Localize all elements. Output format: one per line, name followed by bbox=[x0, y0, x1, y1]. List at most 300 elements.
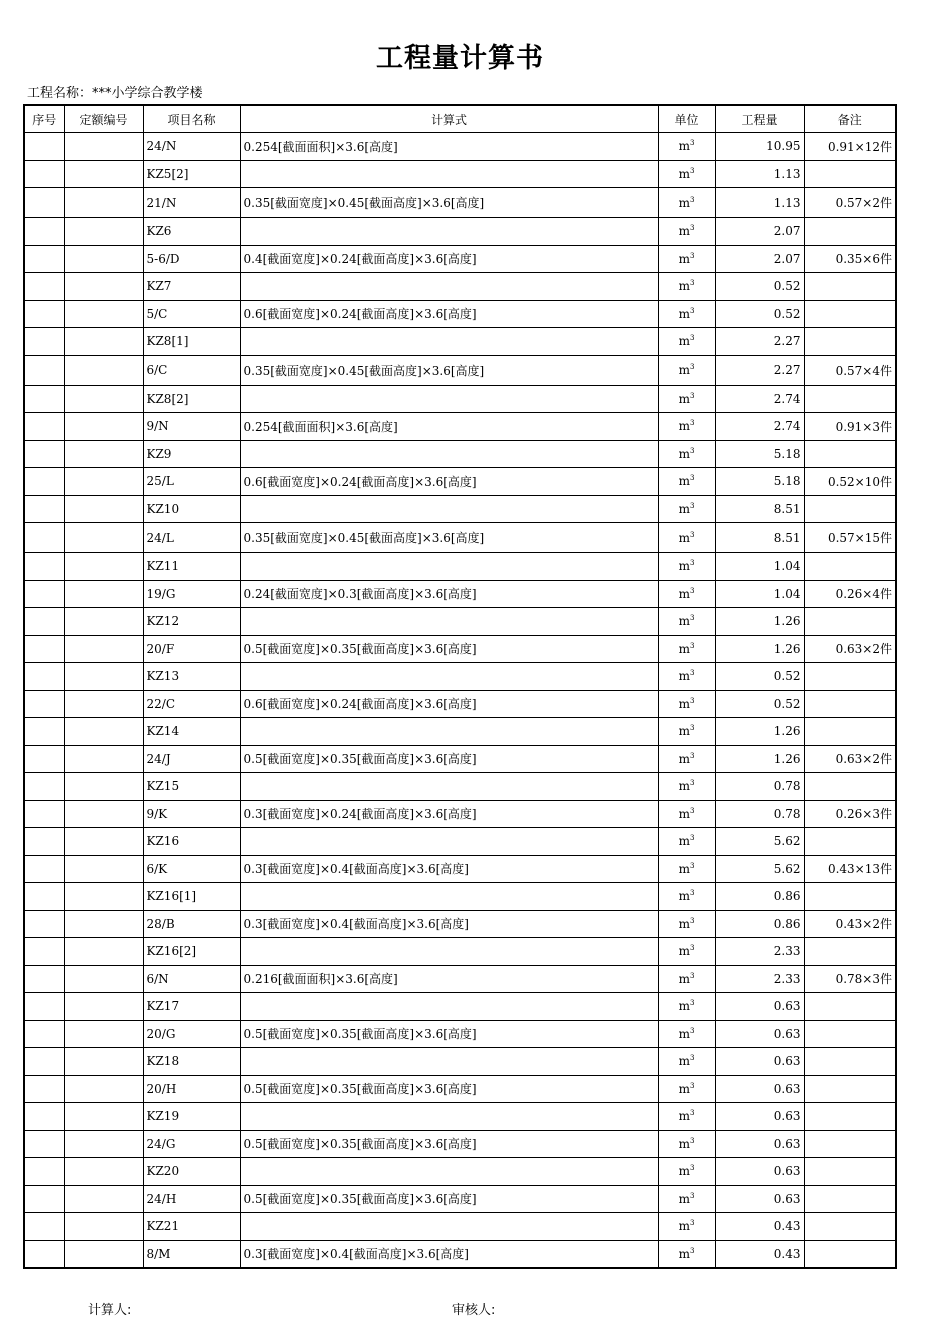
unit-base: m bbox=[678, 971, 690, 986]
cell-unit bbox=[658, 800, 715, 828]
table-row bbox=[24, 188, 896, 218]
cell-quantity: 1.26 bbox=[715, 745, 804, 773]
cell-remark: 0.43×13件 bbox=[804, 855, 896, 883]
cell-seq bbox=[24, 910, 64, 938]
cell-item: 28/B bbox=[143, 910, 240, 938]
cell-quantity: 1.04 bbox=[715, 580, 804, 608]
unit-base: m bbox=[678, 1246, 690, 1261]
cell-item: 25/L bbox=[143, 468, 240, 496]
cell-quantity: 0.43 bbox=[715, 1213, 804, 1241]
table-row bbox=[24, 883, 896, 911]
header-item: 项目名称 bbox=[143, 105, 240, 133]
cell-remark bbox=[804, 1103, 896, 1131]
cell-item: KZ16 bbox=[143, 828, 240, 856]
unit-exponent: 3 bbox=[689, 944, 695, 953]
table-row bbox=[24, 273, 896, 301]
cell-item: 9/K bbox=[143, 800, 240, 828]
cell-item: KZ9 bbox=[143, 440, 240, 468]
page-title: 工程量计算书 bbox=[376, 43, 544, 74]
cell-seq bbox=[24, 385, 64, 413]
unit-exponent: 3 bbox=[689, 641, 695, 650]
cell-formula bbox=[240, 385, 658, 413]
cell-formula bbox=[240, 1103, 658, 1131]
unit-exponent: 3 bbox=[689, 806, 695, 815]
cell-remark bbox=[804, 773, 896, 801]
unit-exponent: 3 bbox=[689, 614, 695, 623]
cell-seq bbox=[24, 273, 64, 301]
table-row bbox=[24, 663, 896, 691]
cell-code bbox=[64, 523, 143, 553]
cell-item: 20/H bbox=[143, 1075, 240, 1103]
cell-formula bbox=[240, 553, 658, 581]
unit-exponent: 3 bbox=[689, 334, 695, 343]
cell-quantity: 0.63 bbox=[715, 1130, 804, 1158]
header-unit: 单位 bbox=[658, 105, 715, 133]
cell-seq bbox=[24, 718, 64, 746]
cell-seq bbox=[24, 1075, 64, 1103]
cell-code bbox=[64, 883, 143, 911]
cell-item: KZ21 bbox=[143, 1213, 240, 1241]
unit-exponent: 3 bbox=[689, 306, 695, 315]
cell-seq bbox=[24, 133, 64, 161]
cell-unit bbox=[658, 635, 715, 663]
cell-formula bbox=[240, 718, 658, 746]
cell-seq bbox=[24, 855, 64, 883]
table-row bbox=[24, 245, 896, 273]
unit-exponent: 3 bbox=[689, 279, 695, 288]
cell-unit bbox=[658, 965, 715, 993]
cell-item: 22/C bbox=[143, 690, 240, 718]
cell-seq bbox=[24, 745, 64, 773]
unit-base: m bbox=[678, 363, 690, 377]
cell-formula bbox=[240, 608, 658, 636]
cell-unit bbox=[658, 608, 715, 636]
unit-exponent: 3 bbox=[689, 834, 695, 843]
table-row bbox=[24, 800, 896, 828]
cell-unit bbox=[658, 1103, 715, 1131]
cell-formula: 0.35[截面宽度]×0.45[截面高度]×3.6[高度] bbox=[240, 188, 658, 218]
cell-formula bbox=[240, 1048, 658, 1076]
cell-quantity: 2.27 bbox=[715, 328, 804, 356]
unit-exponent: 3 bbox=[689, 363, 695, 371]
unit-exponent: 3 bbox=[689, 1109, 695, 1118]
unit-exponent: 3 bbox=[689, 669, 695, 678]
cell-unit bbox=[658, 495, 715, 523]
cell-seq bbox=[24, 608, 64, 636]
cell-seq bbox=[24, 773, 64, 801]
cell-unit bbox=[658, 523, 715, 553]
cell-formula bbox=[240, 938, 658, 966]
unit-base: m bbox=[678, 614, 690, 629]
reviewer-label: 审核人: bbox=[452, 1303, 496, 1318]
unit-base: m bbox=[678, 916, 690, 931]
cell-unit bbox=[658, 910, 715, 938]
cell-remark bbox=[804, 553, 896, 581]
unit-base: m bbox=[678, 391, 690, 406]
unit-base: m bbox=[678, 139, 690, 154]
cell-unit bbox=[658, 355, 715, 385]
project-name: 工程名称：***小学综合教学楼 bbox=[27, 86, 203, 101]
cell-code bbox=[64, 828, 143, 856]
cell-seq bbox=[24, 580, 64, 608]
cell-item: 21/N bbox=[143, 188, 240, 218]
cell-item: KZ16[2] bbox=[143, 938, 240, 966]
unit-exponent: 3 bbox=[689, 916, 695, 925]
cell-seq bbox=[24, 1103, 64, 1131]
unit-exponent: 3 bbox=[689, 446, 695, 455]
cell-code bbox=[64, 1213, 143, 1241]
cell-code bbox=[64, 800, 143, 828]
cell-remark bbox=[804, 385, 896, 413]
table-row bbox=[24, 690, 896, 718]
cell-code bbox=[64, 328, 143, 356]
cell-formula: 0.5[截面宽度]×0.35[截面高度]×3.6[高度] bbox=[240, 1130, 658, 1158]
cell-seq bbox=[24, 965, 64, 993]
cell-formula: 0.24[截面宽度]×0.3[截面高度]×3.6[高度] bbox=[240, 580, 658, 608]
cell-quantity: 0.63 bbox=[715, 1103, 804, 1131]
cell-unit bbox=[658, 413, 715, 441]
cell-seq bbox=[24, 883, 64, 911]
unit-base: m bbox=[678, 474, 690, 489]
unit-exponent: 3 bbox=[689, 391, 695, 400]
cell-unit bbox=[658, 828, 715, 856]
unit-base: m bbox=[678, 724, 690, 739]
cell-remark bbox=[804, 1020, 896, 1048]
cell-item: 9/N bbox=[143, 413, 240, 441]
cell-quantity: 0.86 bbox=[715, 883, 804, 911]
cell-formula: 0.3[截面宽度]×0.24[截面高度]×3.6[高度] bbox=[240, 800, 658, 828]
cell-formula: 0.35[截面宽度]×0.45[截面高度]×3.6[高度] bbox=[240, 523, 658, 553]
unit-exponent: 3 bbox=[689, 779, 695, 788]
cell-remark: 0.26×3件 bbox=[804, 800, 896, 828]
unit-base: m bbox=[678, 166, 690, 181]
table-row bbox=[24, 1020, 896, 1048]
cell-item: 24/G bbox=[143, 1130, 240, 1158]
unit-base: m bbox=[678, 669, 690, 684]
cell-unit bbox=[658, 218, 715, 246]
cell-formula bbox=[240, 663, 658, 691]
unit-exponent: 3 bbox=[689, 751, 695, 760]
cell-remark: 0.52×10件 bbox=[804, 468, 896, 496]
cell-formula: 0.5[截面宽度]×0.35[截面高度]×3.6[高度] bbox=[240, 745, 658, 773]
cell-formula bbox=[240, 1213, 658, 1241]
cell-unit bbox=[658, 328, 715, 356]
cell-remark: 0.57×2件 bbox=[804, 188, 896, 218]
cell-unit bbox=[658, 1158, 715, 1186]
cell-seq bbox=[24, 245, 64, 273]
cell-formula bbox=[240, 828, 658, 856]
unit-exponent: 3 bbox=[689, 474, 695, 483]
cell-seq bbox=[24, 440, 64, 468]
cell-unit bbox=[658, 1020, 715, 1048]
unit-base: m bbox=[678, 806, 690, 821]
unit-base: m bbox=[678, 944, 690, 959]
cell-item: 8/M bbox=[143, 1240, 240, 1268]
cell-code bbox=[64, 385, 143, 413]
cell-formula: 0.6[截面宽度]×0.24[截面高度]×3.6[高度] bbox=[240, 690, 658, 718]
cell-quantity: 0.63 bbox=[715, 993, 804, 1021]
cell-seq bbox=[24, 635, 64, 663]
unit-exponent: 3 bbox=[689, 999, 695, 1008]
cell-unit bbox=[658, 883, 715, 911]
cell-seq bbox=[24, 495, 64, 523]
cell-unit bbox=[658, 718, 715, 746]
cell-code bbox=[64, 965, 143, 993]
cell-remark bbox=[804, 883, 896, 911]
cell-item: KZ8[2] bbox=[143, 385, 240, 413]
cell-code bbox=[64, 1103, 143, 1131]
cell-unit bbox=[658, 160, 715, 188]
cell-quantity: 5.18 bbox=[715, 440, 804, 468]
cell-quantity: 0.43 bbox=[715, 1240, 804, 1268]
cell-quantity: 1.13 bbox=[715, 188, 804, 218]
cell-formula bbox=[240, 328, 658, 356]
table-row bbox=[24, 160, 896, 188]
cell-unit bbox=[658, 993, 715, 1021]
calculation-table bbox=[23, 104, 897, 1269]
cell-code bbox=[64, 1158, 143, 1186]
unit-exponent: 3 bbox=[689, 889, 695, 898]
cell-remark bbox=[804, 300, 896, 328]
cell-formula: 0.5[截面宽度]×0.35[截面高度]×3.6[高度] bbox=[240, 635, 658, 663]
cell-quantity: 8.51 bbox=[715, 495, 804, 523]
cell-remark: 0.91×12件 bbox=[804, 133, 896, 161]
cell-remark bbox=[804, 1130, 896, 1158]
cell-formula: 0.4[截面宽度]×0.24[截面高度]×3.6[高度] bbox=[240, 245, 658, 273]
calculator-label: 计算人: bbox=[88, 1303, 132, 1318]
cell-seq bbox=[24, 300, 64, 328]
cell-formula: 0.5[截面宽度]×0.35[截面高度]×3.6[高度] bbox=[240, 1075, 658, 1103]
cell-remark bbox=[804, 273, 896, 301]
table-row bbox=[24, 328, 896, 356]
cell-code bbox=[64, 718, 143, 746]
unit-exponent: 3 bbox=[689, 139, 695, 148]
cell-code bbox=[64, 273, 143, 301]
cell-quantity: 2.07 bbox=[715, 218, 804, 246]
table-row bbox=[24, 1075, 896, 1103]
table-row bbox=[24, 385, 896, 413]
cell-code bbox=[64, 413, 143, 441]
unit-exponent: 3 bbox=[689, 1081, 695, 1090]
cell-item: KZ16[1] bbox=[143, 883, 240, 911]
cell-quantity: 0.63 bbox=[715, 1158, 804, 1186]
cell-seq bbox=[24, 355, 64, 385]
cell-code bbox=[64, 1075, 143, 1103]
cell-code bbox=[64, 938, 143, 966]
cell-formula: 0.254[截面面积]×3.6[高度] bbox=[240, 133, 658, 161]
table-row bbox=[24, 495, 896, 523]
table-row bbox=[24, 1240, 896, 1268]
cell-quantity: 1.26 bbox=[715, 608, 804, 636]
table-row bbox=[24, 828, 896, 856]
cell-code bbox=[64, 495, 143, 523]
cell-quantity: 0.63 bbox=[715, 1185, 804, 1213]
cell-quantity: 8.51 bbox=[715, 523, 804, 553]
cell-item: KZ10 bbox=[143, 495, 240, 523]
cell-unit bbox=[658, 133, 715, 161]
cell-quantity: 0.63 bbox=[715, 1075, 804, 1103]
cell-unit bbox=[658, 273, 715, 301]
cell-seq bbox=[24, 1240, 64, 1268]
unit-exponent: 3 bbox=[689, 861, 695, 870]
cell-code bbox=[64, 635, 143, 663]
unit-exponent: 3 bbox=[689, 1246, 695, 1255]
unit-exponent: 3 bbox=[689, 166, 695, 175]
cell-quantity: 0.78 bbox=[715, 800, 804, 828]
unit-exponent: 3 bbox=[689, 1136, 695, 1145]
cell-remark bbox=[804, 160, 896, 188]
cell-quantity: 0.52 bbox=[715, 663, 804, 691]
cell-item: 5-6/D bbox=[143, 245, 240, 273]
table-row bbox=[24, 745, 896, 773]
header-formula: 计算式 bbox=[240, 105, 658, 133]
cell-item: 24/L bbox=[143, 523, 240, 553]
cell-quantity: 1.26 bbox=[715, 718, 804, 746]
cell-code bbox=[64, 855, 143, 883]
table-row bbox=[24, 1213, 896, 1241]
cell-code bbox=[64, 1240, 143, 1268]
cell-remark bbox=[804, 690, 896, 718]
cell-seq bbox=[24, 663, 64, 691]
table-row bbox=[24, 133, 896, 161]
cell-remark: 0.78×3件 bbox=[804, 965, 896, 993]
cell-seq bbox=[24, 800, 64, 828]
cell-seq bbox=[24, 188, 64, 218]
cell-quantity: 0.63 bbox=[715, 1048, 804, 1076]
cell-seq bbox=[24, 938, 64, 966]
unit-base: m bbox=[678, 999, 690, 1014]
cell-item: 24/J bbox=[143, 745, 240, 773]
table-row bbox=[24, 413, 896, 441]
cell-seq bbox=[24, 553, 64, 581]
table-row bbox=[24, 855, 896, 883]
cell-remark bbox=[804, 1213, 896, 1241]
cell-item: KZ12 bbox=[143, 608, 240, 636]
cell-item: KZ15 bbox=[143, 773, 240, 801]
cell-seq bbox=[24, 1130, 64, 1158]
unit-exponent: 3 bbox=[689, 1191, 695, 1200]
unit-exponent: 3 bbox=[689, 586, 695, 595]
table-row bbox=[24, 468, 896, 496]
cell-item: 24/N bbox=[143, 133, 240, 161]
cell-unit bbox=[658, 440, 715, 468]
cell-code bbox=[64, 993, 143, 1021]
cell-seq bbox=[24, 160, 64, 188]
table-row bbox=[24, 218, 896, 246]
unit-base: m bbox=[678, 419, 690, 434]
cell-item: 24/H bbox=[143, 1185, 240, 1213]
cell-remark bbox=[804, 218, 896, 246]
unit-base: m bbox=[678, 751, 690, 766]
table-body bbox=[24, 133, 896, 1268]
unit-base: m bbox=[678, 530, 690, 545]
unit-base: m bbox=[678, 696, 690, 711]
cell-formula bbox=[240, 883, 658, 911]
cell-seq bbox=[24, 328, 64, 356]
cell-code bbox=[64, 608, 143, 636]
table-row bbox=[24, 1185, 896, 1213]
unit-base: m bbox=[678, 1109, 690, 1124]
cell-code bbox=[64, 355, 143, 385]
cell-item: 6/C bbox=[143, 355, 240, 385]
unit-exponent: 3 bbox=[689, 251, 695, 260]
unit-exponent: 3 bbox=[689, 501, 695, 510]
table-row bbox=[24, 523, 896, 553]
cell-quantity: 0.63 bbox=[715, 1020, 804, 1048]
cell-item: 6/N bbox=[143, 965, 240, 993]
cell-remark: 0.26×4件 bbox=[804, 580, 896, 608]
cell-seq bbox=[24, 468, 64, 496]
table-row bbox=[24, 1103, 896, 1131]
cell-item: 5/C bbox=[143, 300, 240, 328]
table-row bbox=[24, 1158, 896, 1186]
cell-unit bbox=[658, 773, 715, 801]
cell-item: KZ18 bbox=[143, 1048, 240, 1076]
cell-formula bbox=[240, 218, 658, 246]
cell-seq bbox=[24, 1020, 64, 1048]
unit-base: m bbox=[678, 195, 690, 210]
cell-code bbox=[64, 1020, 143, 1048]
cell-formula bbox=[240, 273, 658, 301]
cell-item: 20/G bbox=[143, 1020, 240, 1048]
unit-exponent: 3 bbox=[689, 224, 695, 233]
cell-remark bbox=[804, 1185, 896, 1213]
cell-quantity: 5.62 bbox=[715, 855, 804, 883]
cell-code bbox=[64, 663, 143, 691]
cell-quantity: 1.13 bbox=[715, 160, 804, 188]
cell-formula: 0.254[截面面积]×3.6[高度] bbox=[240, 413, 658, 441]
unit-base: m bbox=[678, 586, 690, 601]
cell-formula: 0.5[截面宽度]×0.35[截面高度]×3.6[高度] bbox=[240, 1185, 658, 1213]
cell-remark: 0.63×2件 bbox=[804, 635, 896, 663]
cell-quantity: 2.27 bbox=[715, 355, 804, 385]
cell-seq bbox=[24, 1158, 64, 1186]
cell-formula: 0.6[截面宽度]×0.24[截面高度]×3.6[高度] bbox=[240, 300, 658, 328]
cell-item: KZ17 bbox=[143, 993, 240, 1021]
cell-unit bbox=[658, 1240, 715, 1268]
header-remark: 备注 bbox=[804, 105, 896, 133]
unit-base: m bbox=[678, 251, 690, 266]
cell-formula: 0.35[截面宽度]×0.45[截面高度]×3.6[高度] bbox=[240, 355, 658, 385]
unit-base: m bbox=[678, 889, 690, 904]
cell-seq bbox=[24, 218, 64, 246]
unit-base: m bbox=[678, 446, 690, 461]
unit-base: m bbox=[678, 641, 690, 656]
cell-remark: 0.91×3件 bbox=[804, 413, 896, 441]
cell-code bbox=[64, 1130, 143, 1158]
cell-formula: 0.5[截面宽度]×0.35[截面高度]×3.6[高度] bbox=[240, 1020, 658, 1048]
cell-code bbox=[64, 218, 143, 246]
cell-code bbox=[64, 580, 143, 608]
unit-exponent: 3 bbox=[689, 1164, 695, 1173]
unit-exponent: 3 bbox=[689, 1054, 695, 1063]
cell-remark bbox=[804, 938, 896, 966]
cell-formula bbox=[240, 1158, 658, 1186]
cell-code bbox=[64, 468, 143, 496]
cell-remark bbox=[804, 993, 896, 1021]
header-code: 定额编号 bbox=[64, 105, 143, 133]
unit-exponent: 3 bbox=[689, 971, 695, 980]
cell-code bbox=[64, 300, 143, 328]
table-row bbox=[24, 773, 896, 801]
unit-base: m bbox=[678, 1054, 690, 1069]
header-quantity: 工程量 bbox=[715, 105, 804, 133]
cell-code bbox=[64, 1048, 143, 1076]
unit-base: m bbox=[678, 1136, 690, 1151]
cell-item: 20/F bbox=[143, 635, 240, 663]
table-row bbox=[24, 635, 896, 663]
cell-formula bbox=[240, 495, 658, 523]
